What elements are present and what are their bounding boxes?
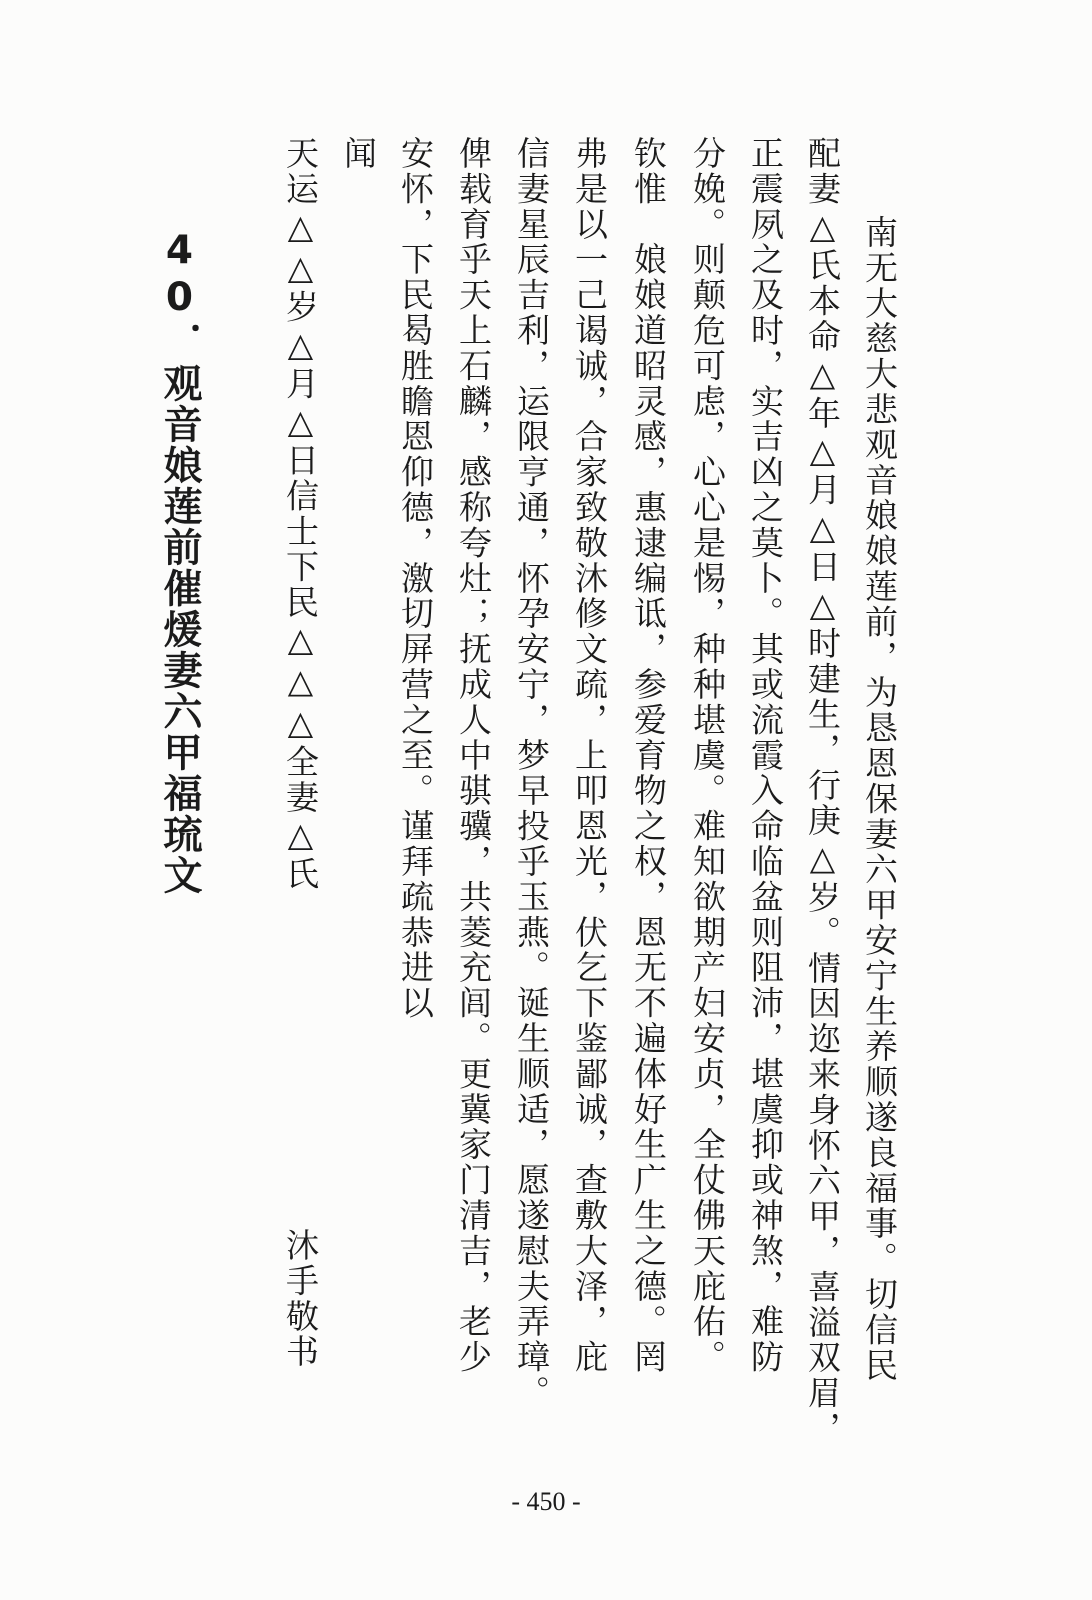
section-title: 40．观音娘莲前催煖妻六甲福琉文 (157, 228, 202, 896)
text-column-4: 分娩。则颠危可虑，心心是惕，种种堪虞。难知欲期产妇安贞，全仗佛天庇佑。 (688, 136, 727, 1375)
text-column-8: 俾载育乎天上石麟，感称夸灶；抚成人中骐骥，共菱充闾。更冀家门清吉，老少 (454, 136, 493, 1375)
text-column-2: 配妻△氏本命△年△月△日△时建生，行庚△岁。情因迩来身怀六甲，喜溢双眉， (803, 136, 842, 1447)
signature: 沐手敬书 (281, 1228, 320, 1370)
text-column-10: 闻 (339, 136, 378, 172)
text-column-3: 正震夙之及时，实吉凶之莫卜。其或流霞入命临盆则阻沛，堪虞抑或神煞，难防 (746, 136, 785, 1375)
text-column-6: 弗是以一己谒诚，合家致敬沐修文疏，上叩恩光，伏乞下鉴鄙诚，查敷大泽，庇 (570, 136, 609, 1375)
page-number: - 450 - (511, 1487, 581, 1516)
text-column-11: 天运△△岁△月△日信士下民△△△全妻△氏 (281, 136, 320, 892)
text-column-9: 安怀，下民曷胜瞻恩仰德，激切屏营之至。谨拜疏恭进以 (396, 136, 435, 1021)
text-column-5: 钦惟 娘娘道昭灵感，惠逮编诋，参爱育物之权，恩无不遍体好生广生之德。罔 (629, 136, 668, 1375)
text-column-7: 信妻星辰吉利，运限亨通，怀孕安宁，梦早投乎玉燕。诞生顺适，愿遂慰夫弄璋。 (512, 136, 551, 1411)
text-column-1: 南无大慈大悲观音娘娘莲前，为恳恩保妻六甲安宁生养顺遂良福事。切信民 (860, 215, 899, 1384)
